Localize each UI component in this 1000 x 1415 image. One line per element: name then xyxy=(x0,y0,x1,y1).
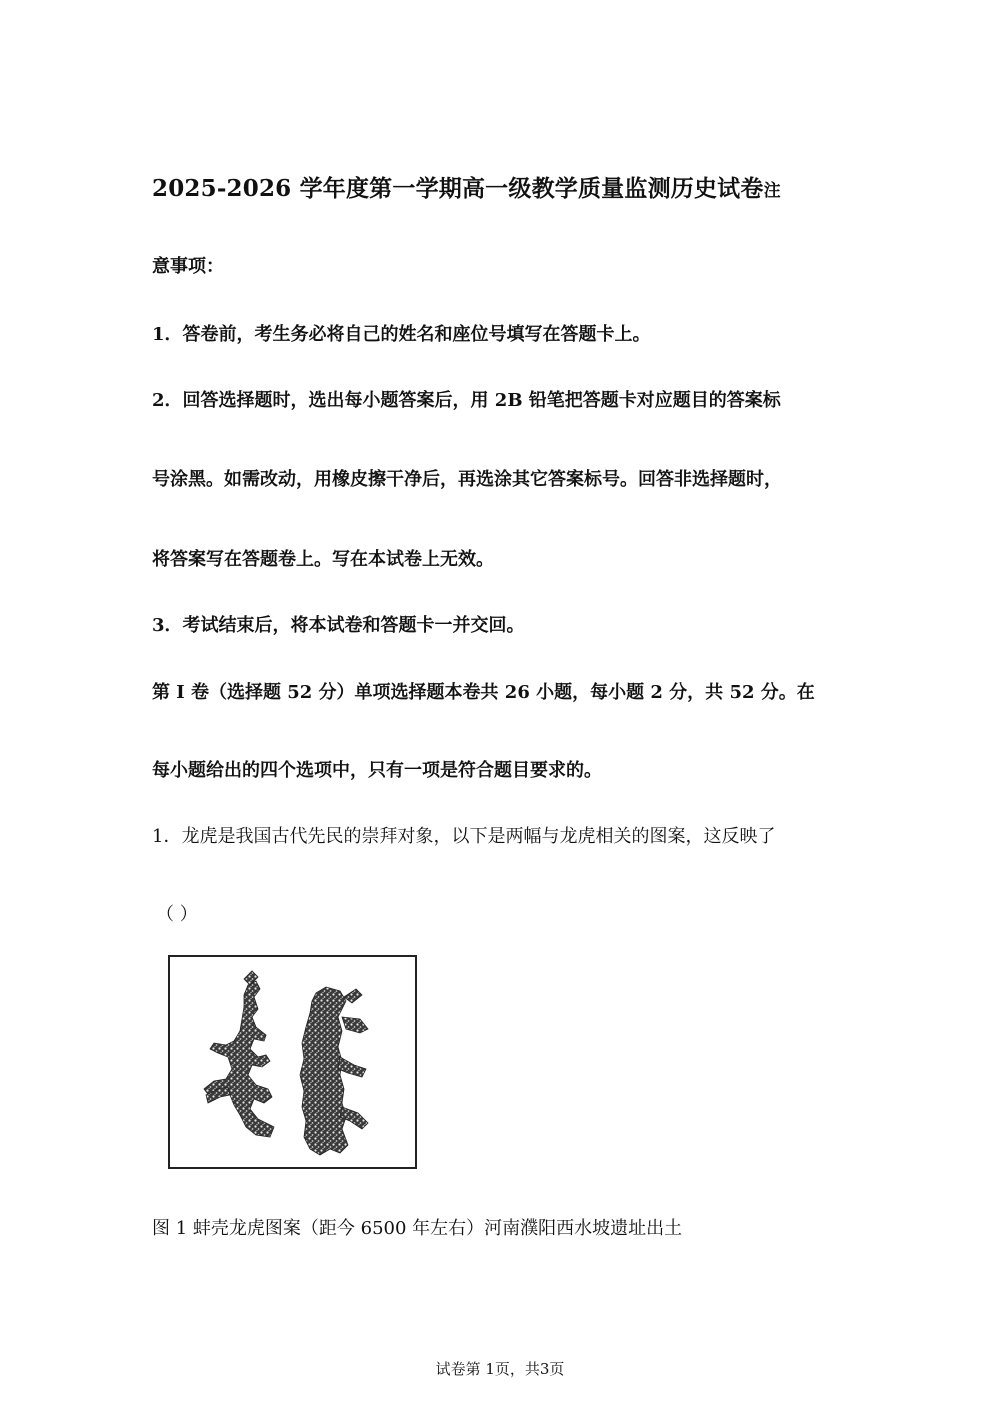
section-instructions-line-1: 第 I 卷（选择题 52 分）单项选择题本卷共 26 小题，每小题 2 分，共 52 分。在 xyxy=(152,682,815,703)
tiger-shape xyxy=(300,987,368,1155)
notice-item-3: 3．考试结束后，将本试卷和答题卡一并交回。 xyxy=(152,615,525,636)
notice-item-2-line-2: 号涂黑。如需改动，用橡皮擦干净后，再选涂其它答案标号。回答非选择题时， xyxy=(152,469,782,490)
exam-title xyxy=(152,170,781,203)
notice-item-2-line-1: 2．回答选择题时，选出每小题答案后，用 2B 铅笔把答题卡对应题目的答案标 xyxy=(152,390,781,411)
page-footer: 试卷第 1页，共3页 xyxy=(435,1360,565,1378)
notice-item-1: 1．答卷前，考生务必将自己的姓名和座位号填写在答题卡上。 xyxy=(152,324,651,345)
question-1-stem: 1．龙虎是我国古代先民的崇拜对象，以下是两幅与龙虎相关的图案，这反映了 xyxy=(152,826,776,847)
notice-item-2-line-3: 将答案写在答题卷上。写在本试卷上无效。 xyxy=(152,549,494,570)
question-1-answer-blank: （ ） xyxy=(156,904,198,925)
dragon-tiger-illustration xyxy=(170,957,415,1167)
exam-title-tail: 注 xyxy=(763,181,781,201)
section-instructions-line-2: 每小题给出的四个选项中，只有一项是符合题目要求的。 xyxy=(152,760,602,781)
exam-title-text: 2025-2026 学年度第一学期高一级教学质量监测历史试卷 xyxy=(152,175,764,202)
notice-heading: 意事项： xyxy=(152,256,224,277)
dragon-tiger-figure xyxy=(168,955,417,1169)
dragon-shape xyxy=(204,971,274,1137)
figure-caption: 图 1 蚌壳龙虎图案（距今 6500 年左右）河南濮阳西水坡遗址出土 xyxy=(152,1218,683,1239)
